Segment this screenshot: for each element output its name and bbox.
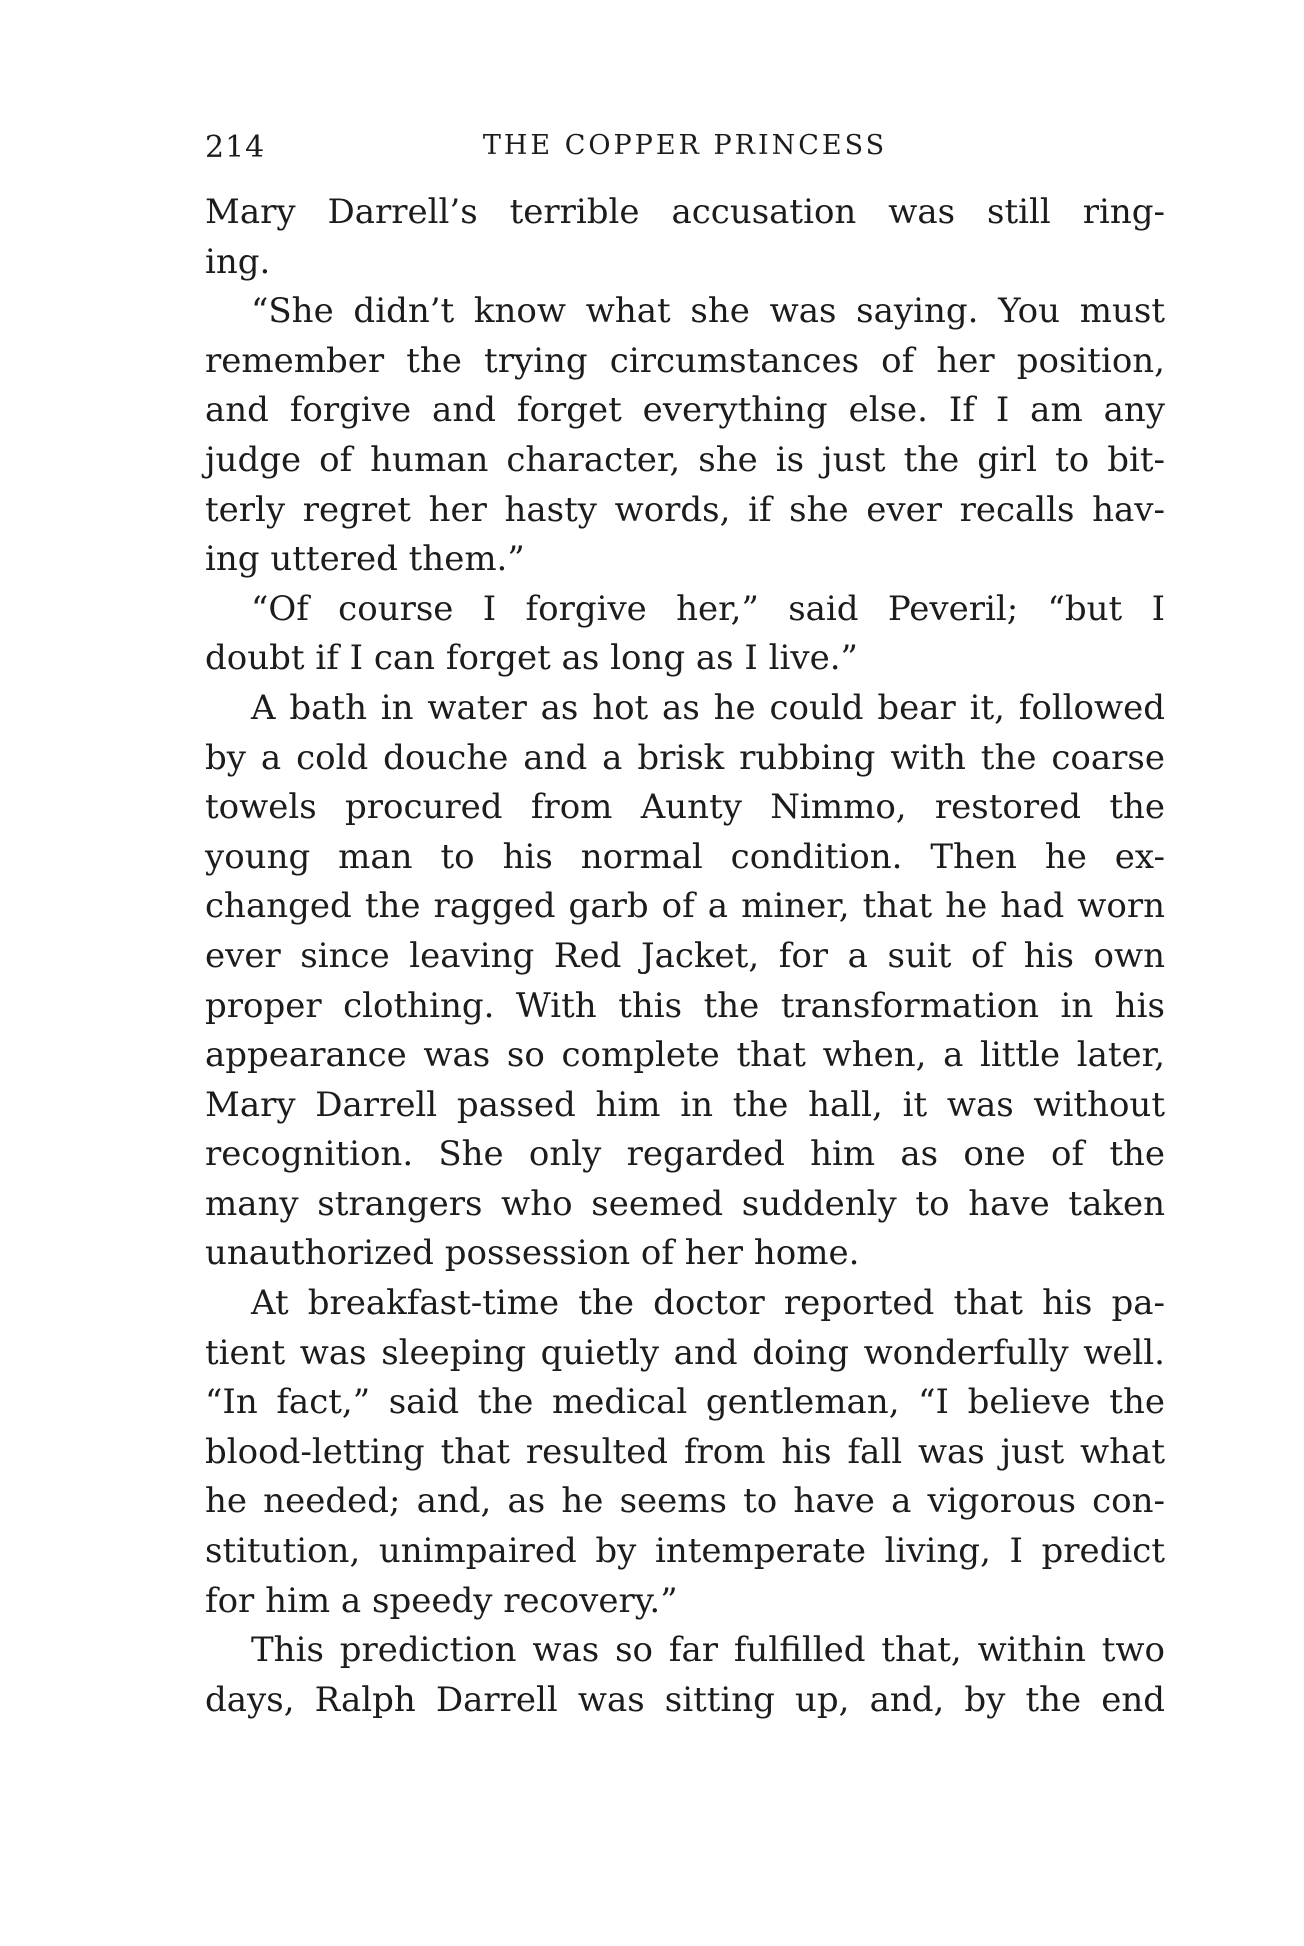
text-line: young man to his normal condition. Then he ex- (205, 836, 1165, 877)
text-line: blood-letting that resulted from his fall was just what (205, 1431, 1165, 1472)
text-line: Mary Darrell passed him in the hall, it was without (205, 1084, 1165, 1125)
running-title: THE COPPER PRINCESS (482, 130, 888, 161)
text-line: “She didn’t know what she was saying. You must (251, 291, 1165, 332)
text-line: changed the ragged garb of a miner, that he had worn (205, 886, 1165, 927)
text-line: remember the trying circumstances of her position, (205, 340, 1165, 381)
text-line: This prediction was so far fulfilled that, within two (251, 1630, 1165, 1671)
text-line: towels procured from Aunty Nimmo, restored the (205, 787, 1165, 828)
text-line: recognition. She only regarded him as one of the (205, 1134, 1165, 1175)
text-line: Mary Darrell’s terrible accusation was still ring- (205, 192, 1165, 232)
text-line: terly regret her hasty words, if she ever recalls hav- (205, 489, 1165, 530)
text-line: appearance was so complete that when, a little later, (205, 1035, 1165, 1076)
text-line: doubt if I can forget as long as I live.” (205, 638, 858, 679)
running-head (205, 130, 1165, 178)
text-line: he needed; and, as he seems to have a vigorous con- (205, 1481, 1165, 1522)
text-line: At breakfast-time the doctor reported that his pa- (251, 1283, 1165, 1324)
text-line: A bath in water as hot as he could bear it, followed (251, 687, 1165, 728)
body-text (205, 188, 1165, 1725)
text-line: and forgive and forget everything else. If I am any (205, 390, 1165, 431)
text-line: tient was sleeping quietly and doing wonderfully well. (205, 1332, 1165, 1373)
text-line: stitution, unimpaired by intemperate living, I predict (205, 1531, 1165, 1572)
text-line: by a cold douche and a brisk rubbing with the coarse (205, 737, 1165, 778)
text-line: ing uttered them.” (205, 539, 525, 580)
text-line: ever since leaving Red Jacket, for a suit of his own (205, 935, 1165, 976)
text-line: proper clothing. With this the transformation in his (205, 985, 1165, 1026)
book-page (205, 130, 1165, 1725)
text-line: judge of human character, she is just the girl to bit- (205, 439, 1165, 480)
text-line: days, Ralph Darrell was sitting up, and, by the end (205, 1679, 1165, 1720)
text-line: unauthorized possession of her home. (205, 1233, 860, 1274)
text-line: many strangers who seemed suddenly to have taken (205, 1183, 1165, 1224)
text-line: “Of course I forgive her,” said Peveril; “but I (251, 588, 1165, 629)
text-line: for him a speedy recovery.” (205, 1580, 678, 1621)
page-number: 214 (205, 130, 266, 165)
text-line: “In fact,” said the medical gentleman, “I believe the (205, 1382, 1165, 1423)
text-line: ing. (205, 241, 271, 282)
